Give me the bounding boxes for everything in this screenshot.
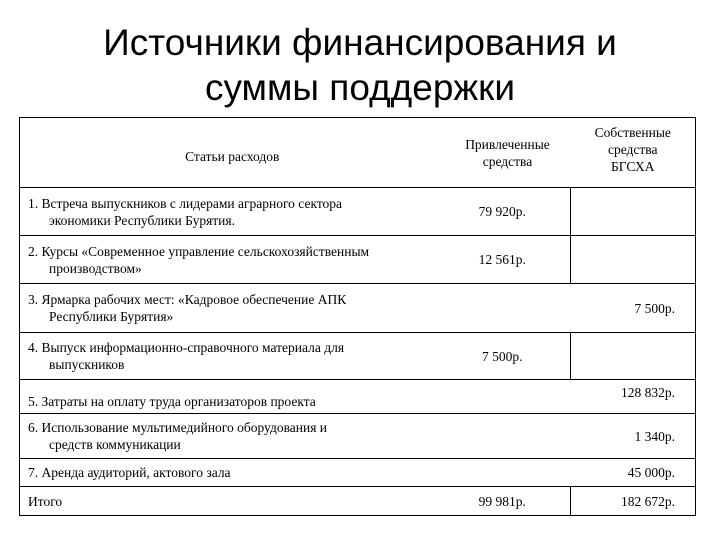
table-row [20,188,696,236]
row-5-own: 128 832р. [571,380,696,414]
total-attracted: 99 981р. [445,487,571,516]
header-attracted-funds-text: Привлеченные средства [465,136,550,169]
row-6-item-line-1: 6. Использование мультимедийного оборудования и [28,420,328,435]
row-4-item-line-1: 4. Выпуск информационно-справочного материала для [28,340,345,355]
table-row [20,380,696,414]
row-4-own [571,333,696,380]
row-1-item [20,188,445,236]
table-row [20,236,696,284]
table-row [20,284,696,333]
row-3-item [20,284,571,333]
row-2-item [20,236,445,284]
row-2-item-line-2: производством» [49,260,142,276]
page-title [0,20,720,110]
row-7-item [20,459,571,487]
row-2-attracted: 12 561р. [445,236,571,284]
total-own: 182 672р. [571,487,696,516]
row-6-own: 1 340р. [571,414,696,459]
page-title-line-2: суммы поддержки [204,67,516,108]
row-2-item-line-1: 2. Курсы «Современное управление сельскохозяйственным [28,243,370,259]
total-label: Итого [20,487,445,516]
row-5-item-line-1: 5. Затраты на оплату труда организаторов проекта [28,394,316,409]
row-3-own: 7 500р. [571,284,696,333]
row-6-item-line-2: средств коммуникации [49,437,181,452]
row-4-item-line-2: выпускников [49,357,125,372]
row-7-own: 45 000р. [571,459,696,487]
table-total-row [20,487,696,516]
header-attracted-funds [445,118,571,188]
row-4-item [20,333,445,380]
row-1-attracted: 79 920р. [445,188,571,236]
page-title-line-1: Источники финансирования и [103,22,617,63]
row-1-item-line-2: экономики Республики Бурятия. [49,212,235,228]
header-own-funds-text: Собственные средства БГСХА [594,125,671,174]
row-3-item-line-2: Республики Бурятия» [49,309,174,324]
header-own-funds [571,118,696,188]
row-6-item [20,414,571,459]
row-2-own [571,236,696,284]
header-expense-items: Статьи расходов [20,118,445,188]
table-row [20,414,696,459]
funding-table [19,117,696,516]
row-1-item-line-1: 1. Встреча выпускников с лидерами аграрного сектора [28,195,343,211]
table-row [20,459,696,487]
row-1-own [571,188,696,236]
table-row [20,333,696,380]
row-5-item [20,380,571,414]
row-3-item-line-1: 3. Ярмарка рабочих мест: «Кадровое обеспечение АПК [28,292,347,307]
row-4-attracted: 7 500р. [445,333,571,380]
row-7-item-line-1: 7. Аренда аудиторий, актового зала [28,465,231,480]
table-header-row [20,118,696,188]
